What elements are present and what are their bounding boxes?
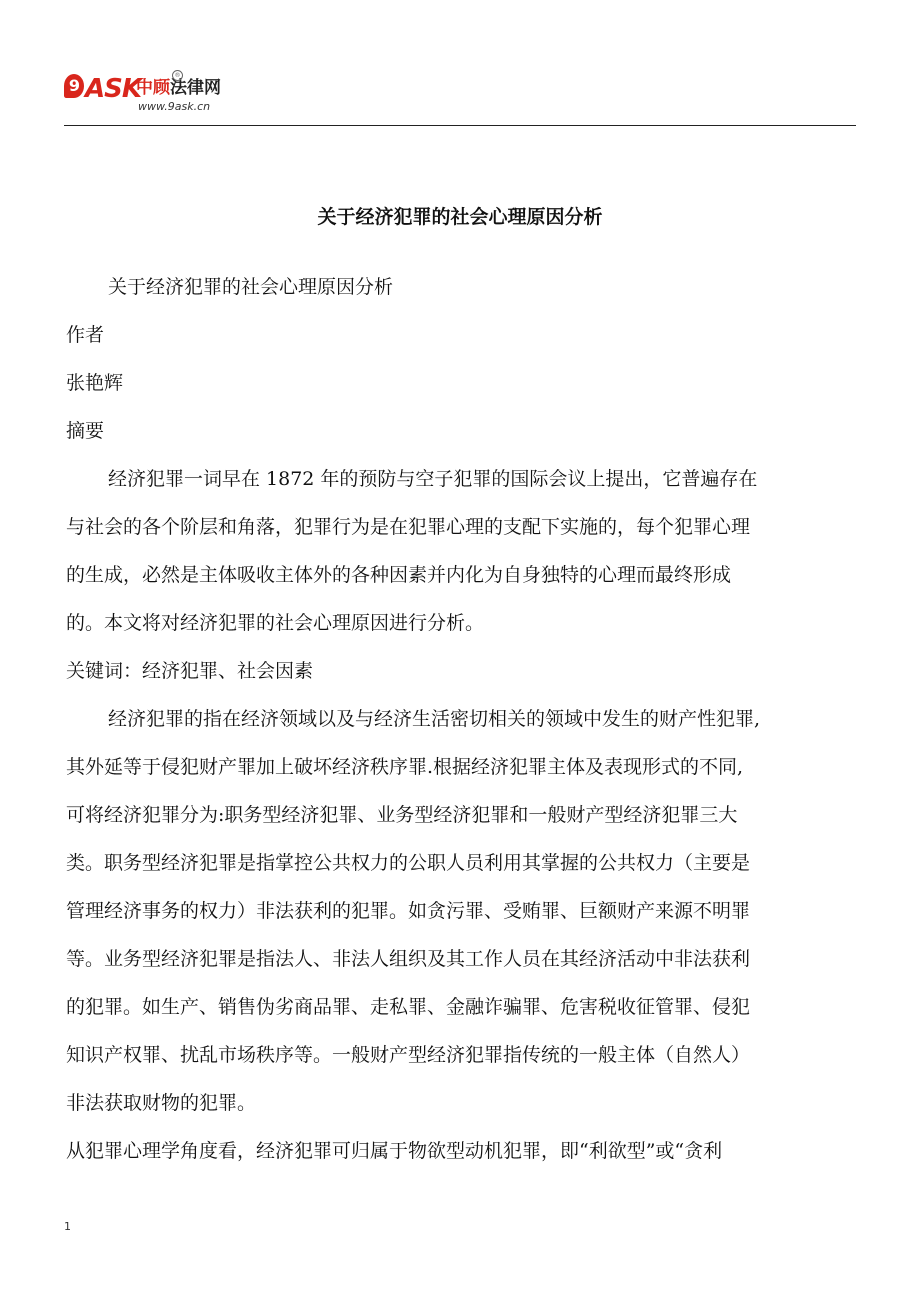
body-line: 可将经济犯罪分为:职务型经济犯罪、业务型经济犯罪和一般财产型经济犯罪三大 [66,804,738,826]
page-header [64,70,856,126]
body-line: 的犯罪。如生产、销售伪劣商品罪、走私罪、金融诈骗罪、危害税收征管罪、侵犯 [66,996,751,1018]
body-line: 非法获取财物的犯罪。 [66,1092,257,1114]
logo-cn-red: 中顾 [136,78,170,98]
body-line: 经济犯罪的指在经济领域以及与经济生活密切相关的领域中发生的财产性犯罪, [108,708,761,730]
keywords-line: 关键词：经济犯罪、社会因素 [66,660,314,682]
page-number: 1 [64,1220,71,1233]
registered-mark-icon: ® [172,70,183,81]
site-logo[interactable] [64,70,254,118]
body-line: 与社会的各个阶层和角落，犯罪行为是在犯罪心理的支配下实施的，每个犯罪心理 [66,516,751,538]
logo-cn-dark: 法律网 [170,78,221,98]
body-line: 的。本文将对经济犯罪的社会心理原因进行分析。 [66,612,485,634]
body-line: 经济犯罪一词早在 1872 年的预防与空子犯罪的国际会议上提出，它普遍存在 [108,468,758,490]
body-line: 其外延等于侵犯财产罪加上破坏经济秩序罪.根据经济犯罪主体及表现形式的不同, [66,756,744,778]
logo-mark [64,74,141,104]
body-line: 作者 [66,324,105,346]
logo-bubble-icon: 9 [64,74,84,98]
body-line: 类。职务型经济犯罪是指掌控公共权力的公职人员利用其掌握的公共权力（主要是 [66,852,751,874]
body-line: 关于经济犯罪的社会心理原因分析 [108,276,394,298]
body-line: 管理经济事务的权力）非法获利的犯罪。如贪污罪、受贿罪、巨额财产来源不明罪 [66,900,751,922]
body-line: 的生成，必然是主体吸收主体外的各种因素并内化为自身独特的心理而最终形成 [66,564,732,586]
body-line: 张艳辉 [66,372,124,394]
logo-mark-text: ASK [85,74,141,104]
document-title: 关于经济犯罪的社会心理原因分析 [317,206,603,228]
body-line: 知识产权罪、扰乱市场秩序等。一般财产型经济犯罪指传统的一般主体（自然人） [66,1044,751,1066]
body-line: 摘要 [66,420,105,442]
header-divider [64,125,856,126]
body-line: 从犯罪心理学角度看，经济犯罪可归属于物欲型动机犯罪，即“利欲型”或“贪利 [66,1140,723,1162]
logo-chinese-name [136,78,221,98]
logo-url: www.9ask.cn [138,100,211,113]
body-line: 等。业务型经济犯罪是指法人、非法人组织及其工作人员在其经济活动中非法获利 [66,948,751,970]
